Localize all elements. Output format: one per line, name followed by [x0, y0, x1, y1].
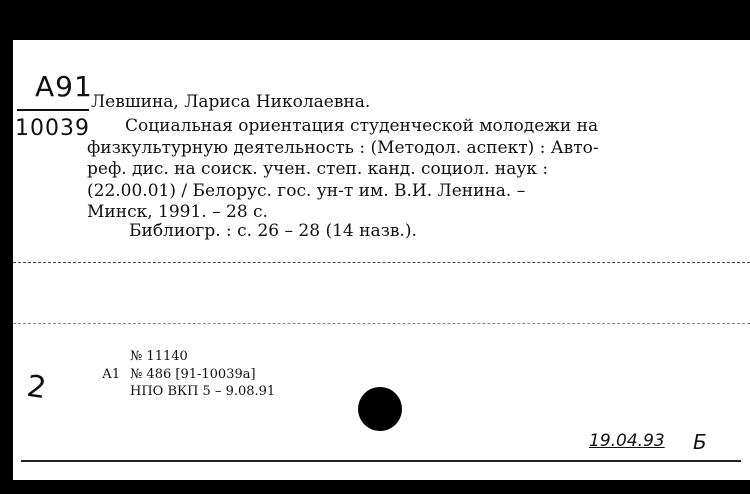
description-line: Социальная ориентация студенческой молодежи на [125, 116, 599, 136]
punch-hole [358, 387, 402, 431]
call-number-top: A91 [35, 70, 93, 103]
dotted-separator [13, 323, 750, 324]
catalog-card [13, 40, 750, 480]
registration-prefix: А1 [102, 367, 121, 382]
bibliography-note: Библиогр. : с. 26 – 28 (14 назв.). [129, 221, 417, 241]
dotted-separator [13, 262, 750, 263]
registration-entry: № 486 [91-10039а] [130, 367, 256, 382]
bottom-rule [21, 460, 741, 462]
description-line: (22.00.01) / Белорус. гос. ун-т им. В.И. Ленина. – [87, 180, 526, 201]
description-line: Минск, 1991. – 28 с. [87, 202, 268, 222]
call-number-divider [17, 109, 89, 111]
description-line: физкультурную деятельность : (Методол. аспект) : Авто- [87, 137, 599, 158]
registration-number: № 11140 [130, 349, 188, 364]
handwritten-initial: Б [693, 430, 707, 454]
bibliographic-description [87, 116, 647, 224]
author-heading: Левшина, Лариса Николаевна. [91, 92, 371, 112]
publisher-line: НПО ВКП 5 – 9.08.91 [130, 384, 276, 399]
handwritten-date: 19.04.93 [589, 431, 665, 451]
call-number-bottom: 10039 [15, 116, 90, 141]
handwritten-mark: 2 [24, 368, 49, 407]
description-line: реф. дис. на соиск. учен. степ. канд. социол. наук : [87, 159, 549, 179]
